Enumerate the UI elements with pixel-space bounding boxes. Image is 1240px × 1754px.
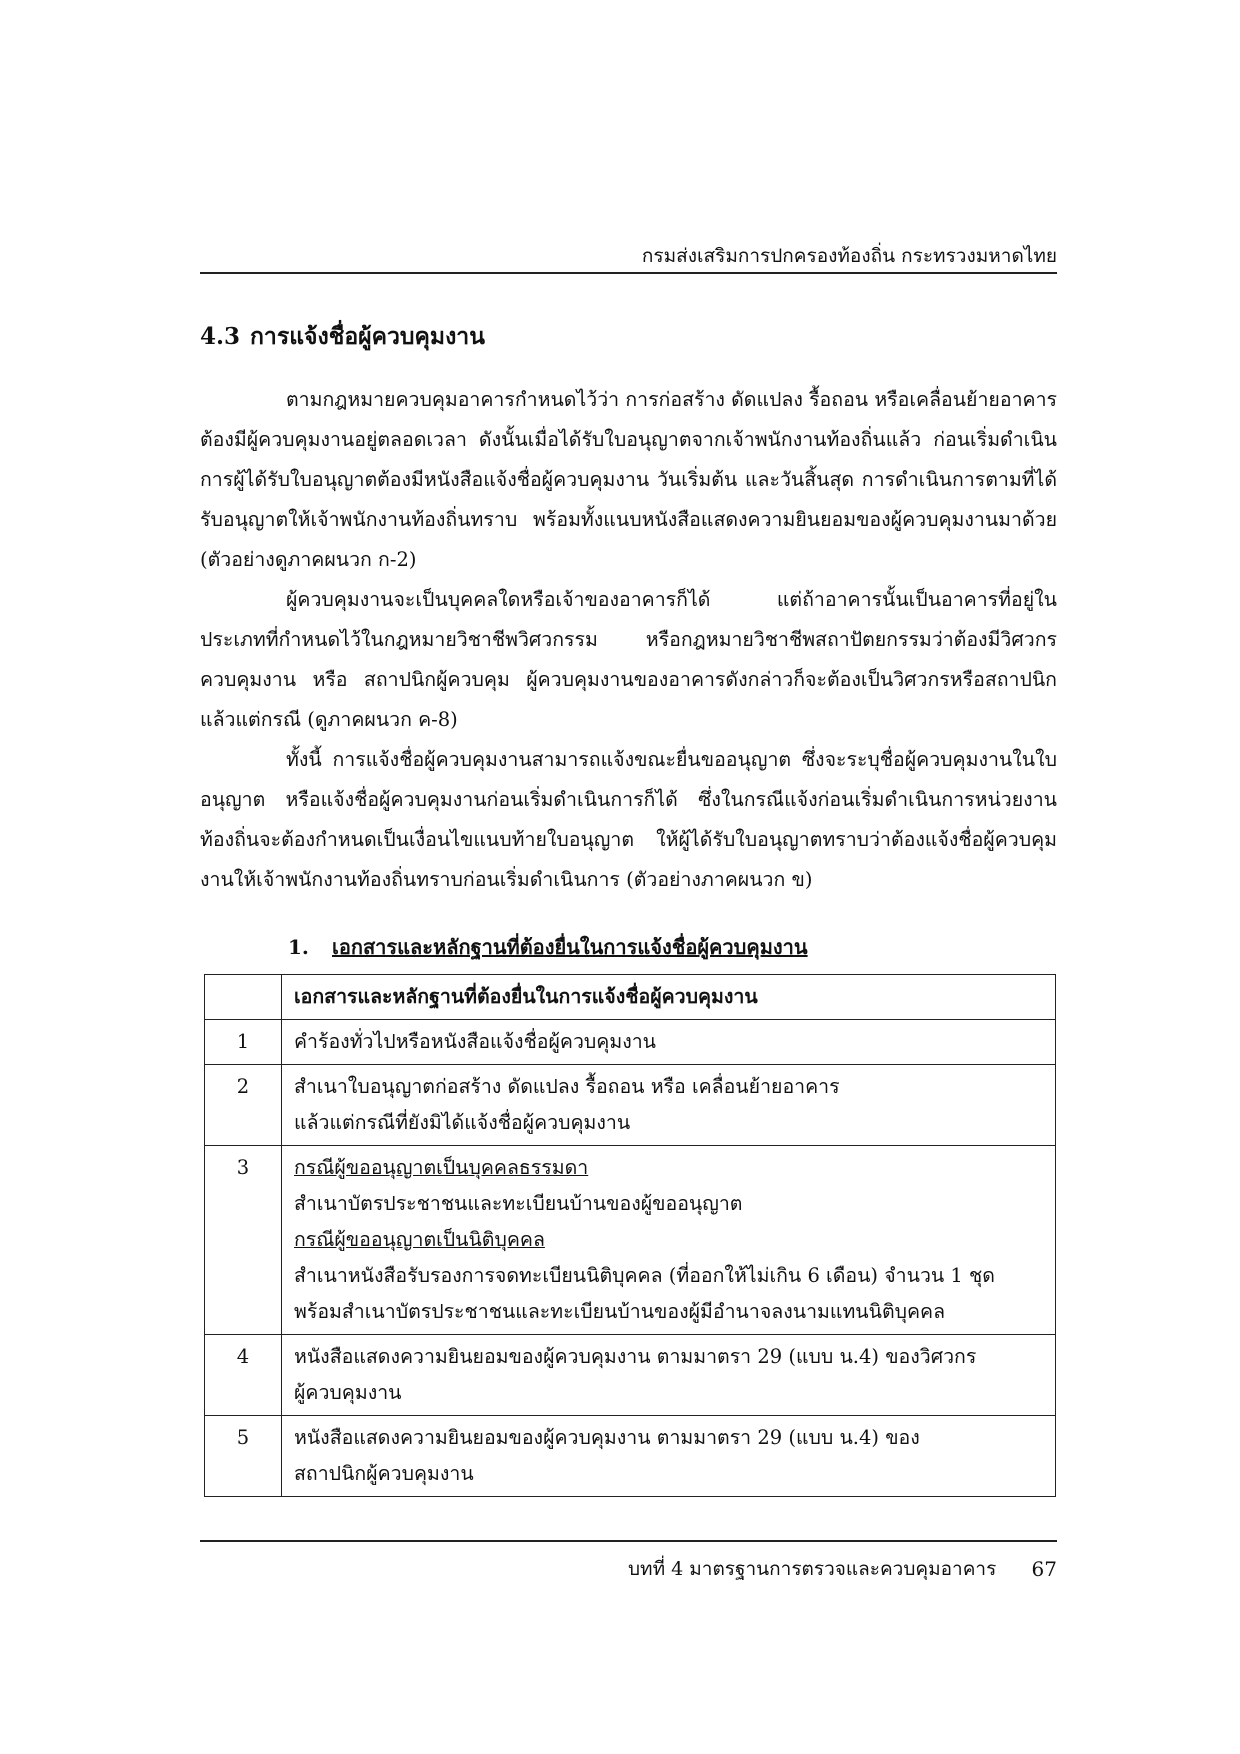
row-number: 3 (205, 1146, 282, 1335)
chapter-footer: บทที่ 4 มาตรฐานการตรวจและควบคุมอาคาร (628, 1558, 997, 1580)
row-line: สำเนาใบอนุญาตก่อสร้าง ดัดแปลง รื้อถอน หรือ เคลื่อนย้ายอาคาร (294, 1075, 840, 1098)
row-line: สำเนาบัตรประชาชนและทะเบียนบ้านของผู้ขออนุญาต (294, 1192, 743, 1215)
row-content (282, 1020, 1056, 1065)
row-content (282, 1146, 1056, 1335)
list-number: 1. (288, 935, 309, 959)
row-subheading: กรณีผู้ขออนุญาตเป็นบุคคลธรรมดา (294, 1156, 589, 1179)
row-subheading: กรณีผู้ขออนุญาตเป็นนิติบุคคล (294, 1228, 545, 1251)
running-header: กรมส่งเสริมการปกครองท้องถิ่น กระทรวงมหาดไทย (641, 245, 1057, 267)
body-text (200, 380, 1057, 900)
section-title: การแจ้งชื่อผู้ควบคุมงาน (250, 323, 485, 350)
row-line: คำร้องทั่วไปหรือหนังสือแจ้งชื่อผู้ควบคุมงาน (294, 1030, 657, 1053)
row-number: 4 (205, 1335, 282, 1416)
row-line: ผู้ควบคุมงาน (294, 1381, 402, 1404)
row-number: 5 (205, 1416, 282, 1497)
documents-table (204, 974, 1056, 1497)
row-number: 1 (205, 1020, 282, 1065)
table-row (205, 1146, 1056, 1335)
header-divider (200, 272, 1057, 274)
row-content (282, 1065, 1056, 1146)
row-line: แล้วแต่กรณีที่ยังมิได้แจ้งชื่อผู้ควบคุมงาน (294, 1111, 631, 1134)
header-number-cell (205, 975, 282, 1020)
list-heading-text: เอกสารและหลักฐานที่ต้องยื่นในการแจ้งชื่อผู้ควบคุมงาน (332, 935, 808, 959)
row-line: สำเนาหนังสือรับรองการจดทะเบียนนิติบุคคล (ที่ออกให้ไม่เกิน 6 เดือน) จำนวน 1 ชุด (294, 1264, 995, 1287)
table-header-row (205, 975, 1056, 1020)
row-line: หนังสือแสดงความยินยอมของผู้ควบคุมงาน ตามมาตรา 29 (แบบ น.4) ของ (294, 1426, 920, 1449)
paragraph: ทั้งนี้ การแจ้งชื่อผู้ควบคุมงานสามารถแจ้งขณะยื่นขออนุญาต ซึ่งจะระบุชื่อผู้ควบคุมงานในใบอนุญาต หรือแจ้งชื่อผู้ควบคุมงานก่อนเริ่มดำเนินการก็ได้ ซึ่งในกรณีแจ้งก่อนเริ่มดำเนินการหน่วยงานท้องถิ่นจะต้องกำหนดเป็นเงื่อนไขแนบท้ายใบอนุญาต ให้ผู้ได้รับใบอนุญาตทราบว่าต้องแจ้งชื่อผู้ควบคุมงานให้เจ้าพนักงานท้องถิ่นทราบก่อนเริ่มดำเนินการ (ตัวอย่างภาคผนวก ข) (200, 748, 1057, 891)
section-heading (200, 322, 485, 352)
table-row (205, 1065, 1056, 1146)
table-row (205, 1020, 1056, 1065)
list-heading (288, 932, 808, 962)
row-line: หนังสือแสดงความยินยอมของผู้ควบคุมงาน ตามมาตรา 29 (แบบ น.4) ของวิศวกร (294, 1345, 977, 1368)
header-title-cell: เอกสารและหลักฐานที่ต้องยื่นในการแจ้งชื่อผู้ควบคุมงาน (282, 975, 1056, 1020)
table-row (205, 1335, 1056, 1416)
row-line: สถาปนิกผู้ควบคุมงาน (294, 1462, 474, 1485)
row-number: 2 (205, 1065, 282, 1146)
paragraph: ผู้ควบคุมงานจะเป็นบุคคลใดหรือเจ้าของอาคารก็ได้ แต่ถ้าอาคารนั้นเป็นอาคารที่อยู่ในประเภทที่กำหนดไว้ในกฎหมายวิชาชีพวิศวกรรม หรือกฎหมายวิชาชีพสถาปัตยกรรมว่าต้องมีวิศวกรควบคุมงาน หรือ สถาปนิกผู้ควบคุม ผู้ควบคุมงานของอาคารดังกล่าวก็จะต้องเป็นวิศวกรหรือสถาปนิก แล้วแต่กรณี (ดูภาคผนวก ค-8) (200, 588, 1057, 731)
page-number: 67 (1031, 1557, 1057, 1581)
row-content (282, 1335, 1056, 1416)
paragraph: ตามกฎหมายควบคุมอาคารกำหนดไว้ว่า การก่อสร้าง ดัดแปลง รื้อถอน หรือเคลื่อนย้ายอาคาร ต้องมีผู้ควบคุมงานอยู่ตลอดเวลา ดังนั้นเมื่อได้รับใบอนุญาตจากเจ้าพนักงานท้องถิ่นแล้ว ก่อนเริ่มดำเนินการผู้ได้รับใบอนุญาตต้องมีหนังสือแจ้งชื่อผู้ควบคุมงาน วันเริ่มต้น และวันสิ้นสุด การดำเนินการตามที่ได้รับอนุญาตให้เจ้าพนักงานท้องถิ่นทราบ พร้อมทั้งแนบหนังสือแสดงความยินยอมของผู้ควบคุมงานมาด้วย (ตัวอย่างดูภาคผนวก ก-2) (200, 388, 1057, 571)
section-number: 4.3 (200, 323, 241, 350)
row-line: พร้อมสำเนาบัตรประชาชนและทะเบียนบ้านของผู้มีอำนาจลงนามแทนนิติบุคคล (294, 1300, 946, 1323)
footer-divider (200, 1540, 1057, 1542)
table-row (205, 1416, 1056, 1497)
row-content (282, 1416, 1056, 1497)
